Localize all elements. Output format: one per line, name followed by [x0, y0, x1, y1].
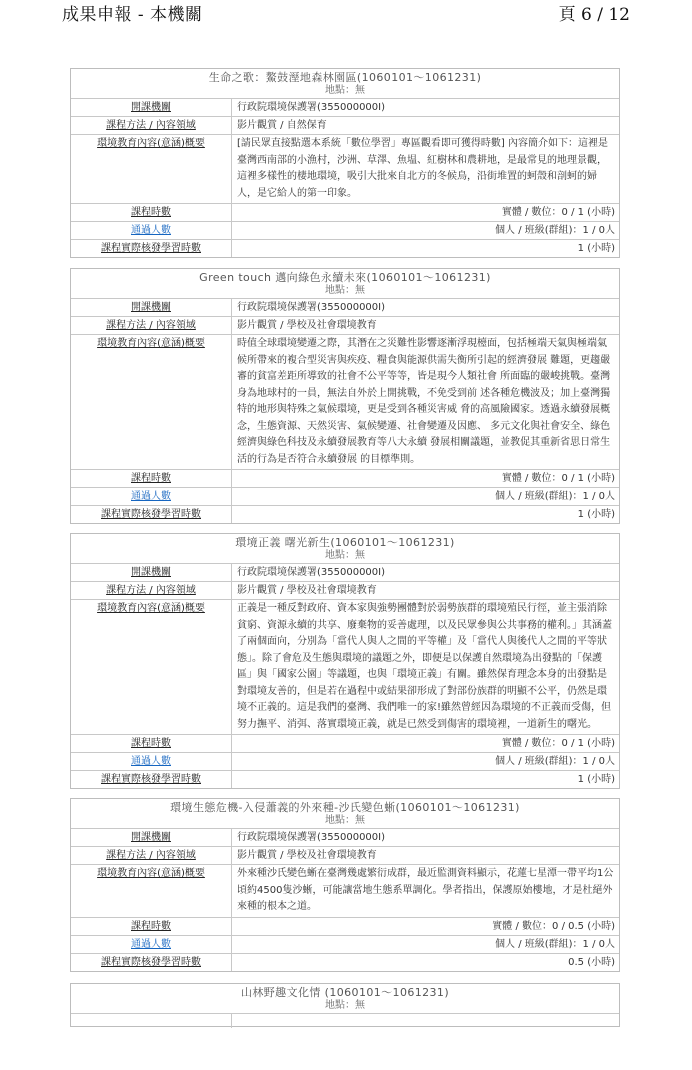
actual-hours-row [71, 953, 619, 971]
hours-label: 課程時數 [71, 735, 232, 752]
method-label: 課程方法 / 內容領域 [71, 582, 232, 599]
method-label: 課程方法 / 內容領域 [71, 317, 232, 334]
method-label: 課程方法 / 內容領域 [71, 847, 232, 864]
org-row [71, 563, 619, 581]
org-label: 開課機關 [71, 829, 232, 846]
pass-count-link[interactable]: 通過人數 [71, 488, 232, 505]
pass-count-link[interactable]: 通過人數 [71, 753, 232, 770]
pass-count-link[interactable]: 通過人數 [71, 936, 232, 953]
course-location: 地點：無 [325, 1000, 365, 1011]
course-location: 地點：無 [325, 550, 365, 561]
actual-hours-label: 課程實際核發學習時數 [71, 771, 232, 788]
hours-value: 實體 / 數位：0 / 0.5 (小時) [492, 920, 615, 932]
method-value: 影片觀賞 / 學校及社會環境教育 [237, 850, 377, 861]
method-value: 影片觀賞 / 學校及社會環境教育 [237, 585, 377, 596]
content-label: 環境教育內容(意涵)概要 [71, 600, 232, 734]
content-label: 環境教育內容(意涵)概要 [71, 865, 232, 917]
course-title: Green touch 邁向綠色永續未來(1060101～1061231) [199, 271, 491, 284]
course-location: 地點：無 [325, 815, 365, 826]
actual-hours-row [71, 239, 619, 257]
hours-row [71, 917, 619, 935]
course-title: 山林野趣文化情 (1060101～1061231) [240, 986, 450, 999]
actual-hours-label: 課程實際核發學習時數 [71, 954, 232, 971]
org-label: 開課機關 [71, 564, 232, 581]
method-label: 課程方法 / 內容領域 [71, 117, 232, 134]
course-card [70, 68, 620, 258]
actual-hours-row [71, 770, 619, 788]
course-title: 環境正義 曙光新生(1060101～1061231) [235, 536, 455, 549]
method-row [71, 581, 619, 599]
actual-hours-value: 1 (小時) [577, 243, 615, 254]
hours-value: 實體 / 數位：0 / 1 (小時) [501, 738, 615, 749]
page-header [0, 0, 692, 40]
org-row [71, 1013, 619, 1028]
org-value: 行政院環境保護署(355000000I) [237, 567, 386, 578]
hours-row [71, 469, 619, 487]
actual-hours-row [71, 505, 619, 523]
course-card [70, 533, 620, 789]
content-row [71, 864, 619, 917]
org-value-cell [232, 1014, 619, 1028]
course-card [70, 983, 620, 1027]
method-row [71, 316, 619, 334]
content-value: [請民眾直接點選本系統「數位學習」專區觀看即可獲得時數] 內容簡介如下：這裡是臺灣西南部的小漁村，沙洲、草澤、魚塭、紅樹林和農耕地，是最常見的地理景觀，這裡多樣性的棲地環境，吸引大批來自北方的冬候鳥，沿街堆置的蚵殼和剖蚵的婦人，是它給人的第一印象。 [237, 138, 608, 199]
hours-value: 實體 / 數位：0 / 1 (小時) [501, 207, 615, 218]
method-value: 影片觀賞 / 自然保育 [237, 120, 327, 131]
content-value: 正義是一種反對政府、資本家與強勢團體對於弱勢族群的環境殖民行徑，並主張消除貧窮、資源永續的共享、廢棄物的妥善處理，以及民眾參與公共事務的權利。」其涵蓋了兩個面向，分別為「當代人與人之間的平等權」及「當代人與後代人之間的平等狀態」。除了會危及生態與環境的議題之外，即便是以保護自然環境為出發點的「保護區」與「國家公園」等議題，也與「環境正義」有關。雖然保育理念本身的出發點是對環境友善的，但是若在過程中或結果卻形成了對部份族群的明顯不公平，仍然是環境不正義的。這是我們的臺灣、我們唯一的家!雖然曾經因為環境的不正義而受傷，但努力撫平、消弭、落實環境正義，就是已然受到傷害的環境裡，一道新生的曙光。 [237, 603, 612, 730]
org-label-cell [71, 1014, 232, 1028]
content-row [71, 334, 619, 469]
pass-value: 個人 / 班級(群組)：1 / 0人 [495, 938, 615, 950]
pass-value: 個人 / 班級(群組)：1 / 0人 [495, 225, 615, 236]
actual-hours-value: 1 (小時) [577, 774, 615, 785]
org-row [71, 298, 619, 316]
pass-row [71, 221, 619, 239]
content-value: 時值全球環境變遷之際，其潛在之災難性影響逐漸浮現檯面，包括極端天氣與極端氣候所帶來的複合型災害與疾疫、糧食與能源供需失衡所引起的經濟發展 難題，更趨嚴審的貧富差距所導致的社會不公平等等，皆是現今人類社會 所面臨的嚴峻挑戰。臺灣身為地球村的一員，無法自外於上開挑戰，不免受到前 述各種危機波及；加上臺灣獨特的地形與特殊之氣候環境，更是受到各種災害威 脅的高風險國家。透過永續發展概念，生態資源、天然災害、氣候變遷、社會變遷及因應、 多元文化與社會安全、綠色經濟與綠色科技及永續發展教育等八大永續 發展相關議題，並教促其重新省思日常生活的行為是否符合永續發展 的目標準則。 [237, 338, 611, 465]
pass-row [71, 935, 619, 953]
actual-hours-value: 0.5 (小時) [568, 956, 615, 968]
content-label: 環境教育內容(意涵)概要 [71, 135, 232, 203]
actual-hours-label: 課程實際核發學習時數 [71, 506, 232, 523]
pass-row [71, 752, 619, 770]
course-title: 環境生態危機-入侵蕭義的外來種-沙氏變色蜥(1060101～1061231) [170, 801, 520, 814]
org-value: 行政院環境保護署(355000000I) [237, 102, 386, 113]
pass-value: 個人 / 班級(群組)：1 / 0人 [495, 756, 615, 767]
pass-count-link[interactable]: 通過人數 [71, 222, 232, 239]
pass-row [71, 487, 619, 505]
org-row [71, 98, 619, 116]
org-value: 行政院環境保護署(355000000I) [237, 302, 386, 313]
org-row [71, 828, 619, 846]
content-label: 環境教育內容(意涵)概要 [71, 335, 232, 469]
hours-label: 課程時數 [71, 204, 232, 221]
page-number: 頁 6 / 12 [558, 5, 630, 25]
hours-label: 課程時數 [71, 470, 232, 487]
org-label: 開課機關 [71, 99, 232, 116]
hours-row [71, 203, 619, 221]
method-row [71, 846, 619, 864]
method-value: 影片觀賞 / 學校及社會環境教育 [237, 320, 377, 331]
hours-row [71, 734, 619, 752]
report-title: 成果申報 - 本機關 [62, 5, 203, 25]
course-card [70, 268, 620, 524]
course-location: 地點：無 [325, 85, 365, 96]
actual-hours-label: 課程實際核發學習時數 [71, 240, 232, 257]
org-value: 行政院環境保護署(355000000I) [237, 832, 386, 843]
method-row [71, 116, 619, 134]
course-location: 地點：無 [325, 285, 365, 296]
course-title: 生命之歌：鰲鼓溼地森林園區(1060101～1061231) [208, 71, 482, 84]
hours-label: 課程時數 [71, 918, 232, 935]
content-row [71, 599, 619, 734]
org-label: 開課機關 [71, 299, 232, 316]
course-card [70, 798, 620, 972]
hours-value: 實體 / 數位：0 / 1 (小時) [501, 473, 615, 484]
content-value: 外來種沙氏變色蜥在臺灣幾處繁衍成群，最近監測資料顯示，花蓮七星潭一帶平均1公頃約4500隻沙蜥，可能讓當地生態系單調化。學者指出，保護原始樓地，才是杜絕外來種的根本之道。 [237, 868, 614, 912]
content-row [71, 134, 619, 203]
actual-hours-value: 1 (小時) [577, 509, 615, 520]
pass-value: 個人 / 班級(群組)：1 / 0人 [495, 491, 615, 502]
